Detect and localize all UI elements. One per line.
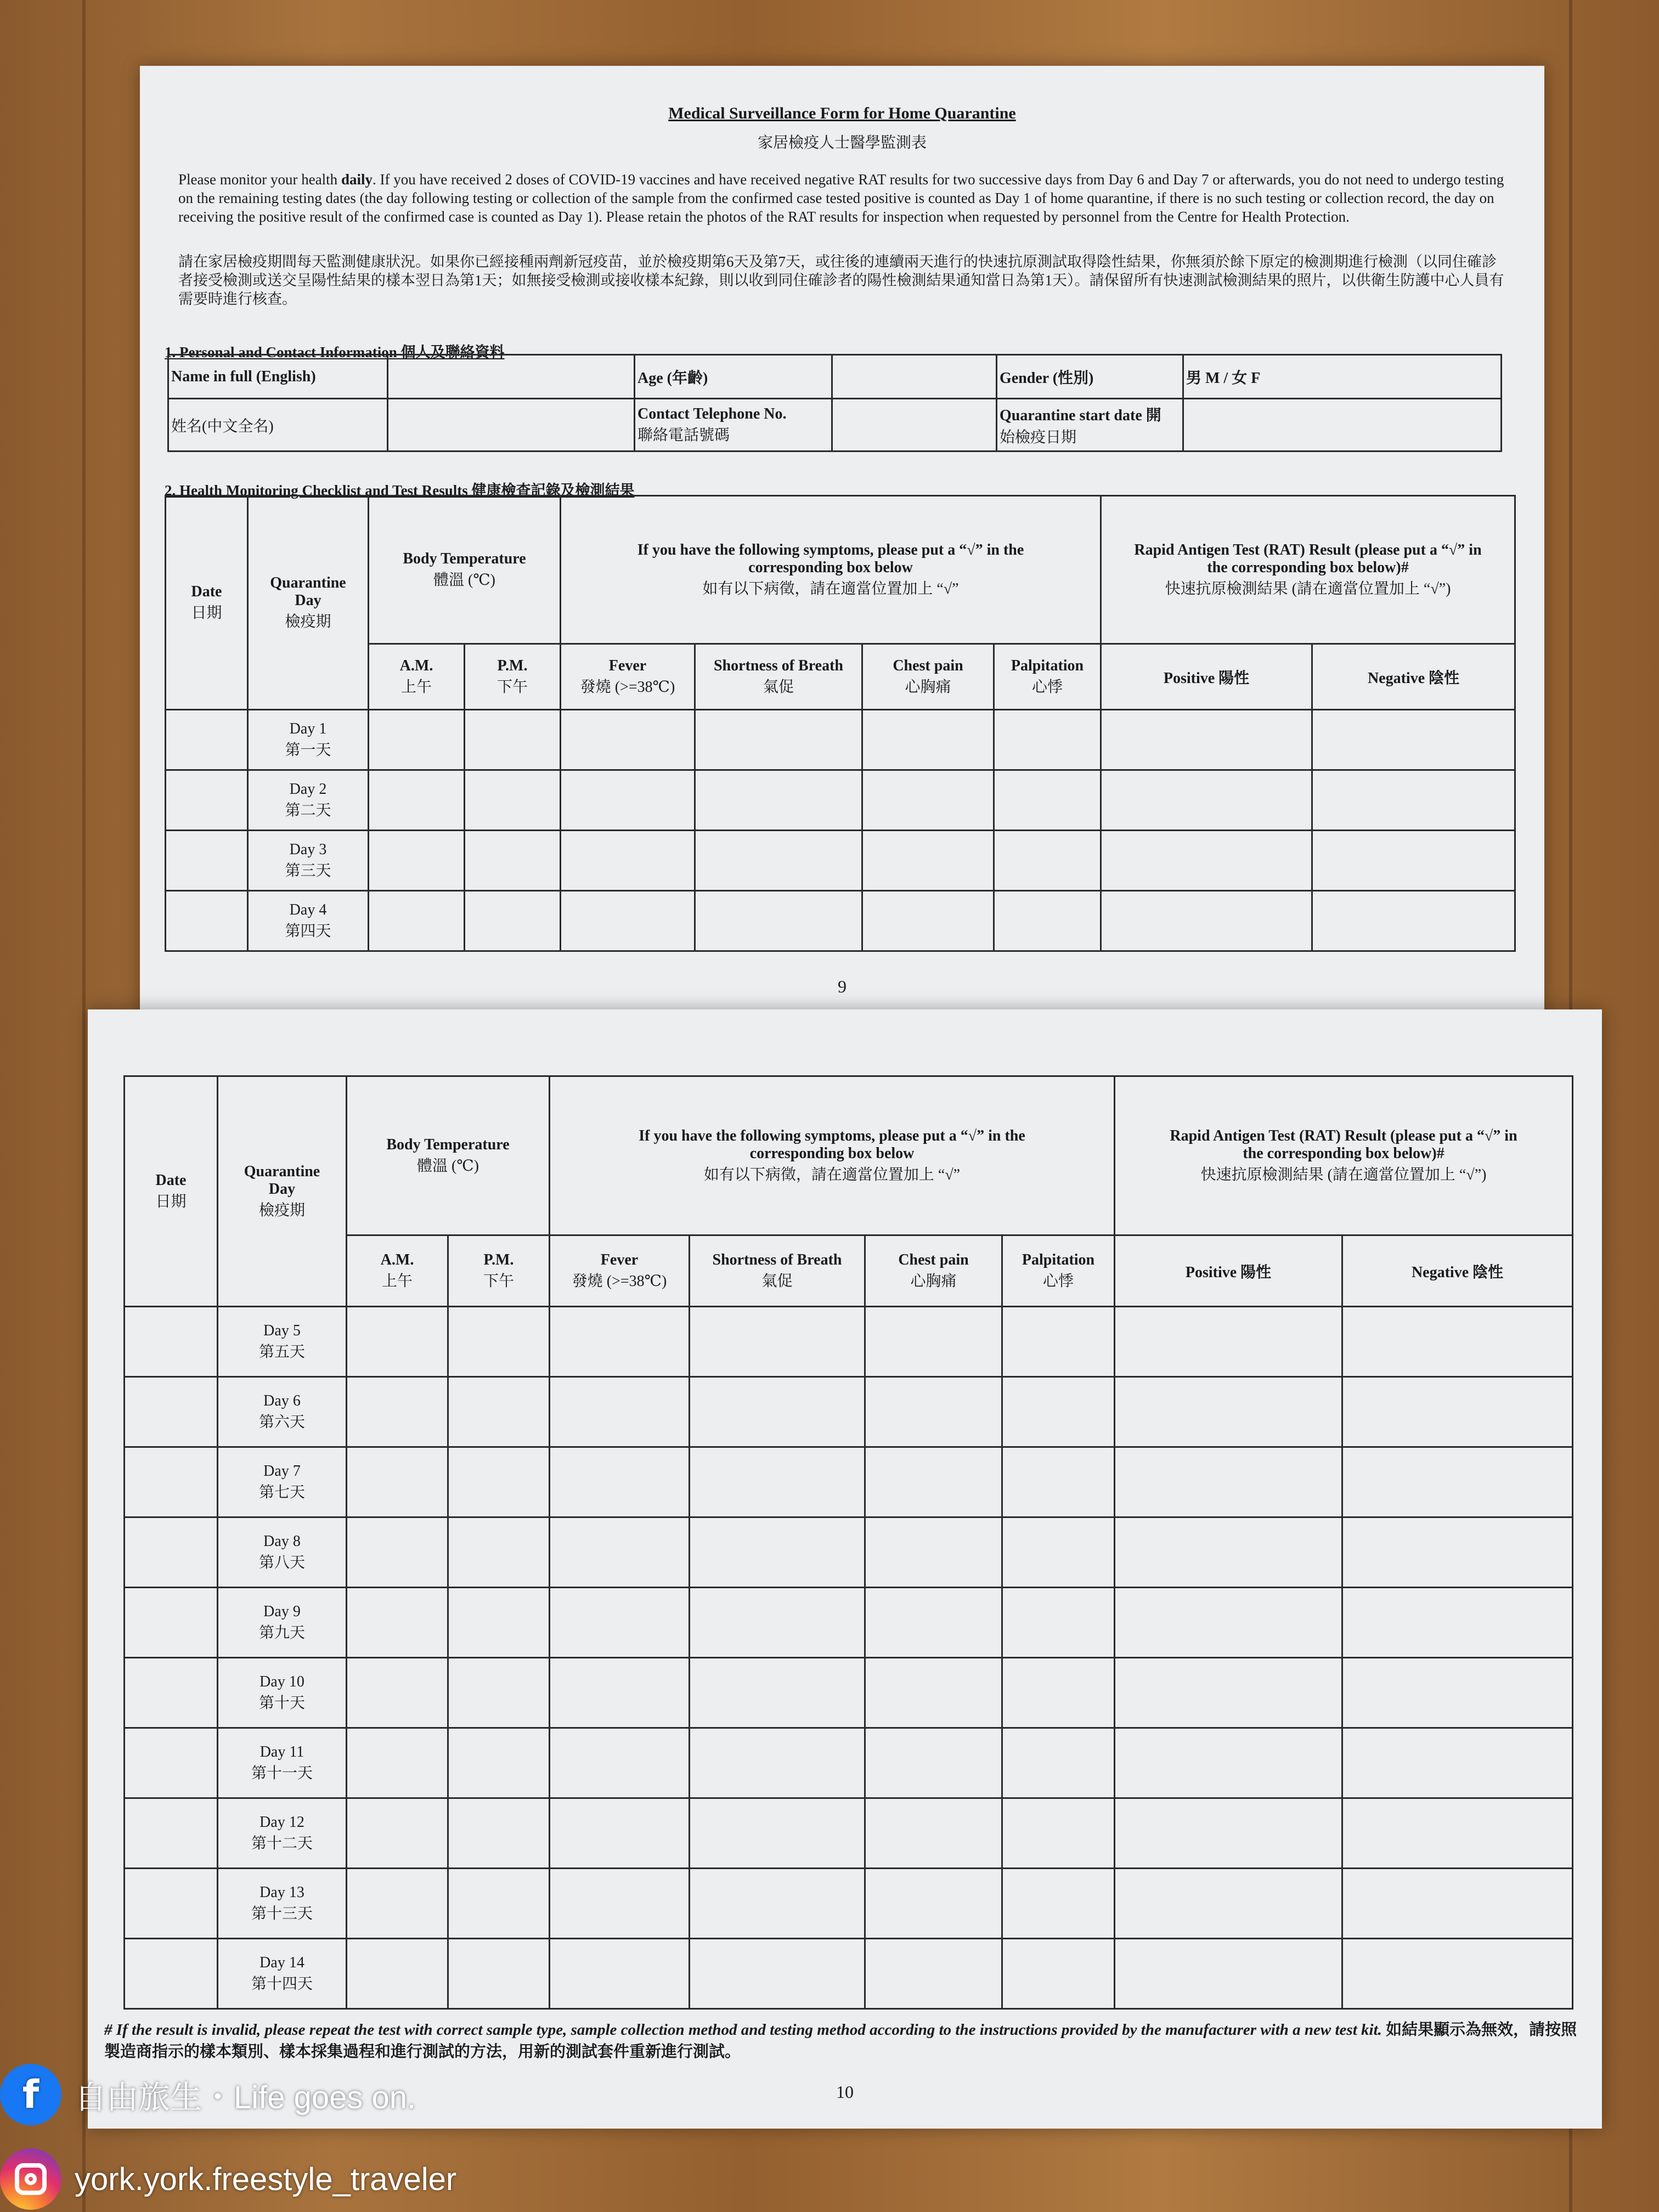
cell-palpitation[interactable]	[994, 710, 1101, 770]
header-chest-pain: Chest pain 心胸痛	[862, 644, 994, 710]
cell-fever[interactable]	[550, 1728, 690, 1798]
cell-chest[interactable]	[865, 1588, 1002, 1658]
cell-chest[interactable]	[862, 710, 994, 770]
header-pm: P.M. 下午	[448, 1235, 550, 1307]
cell-pm[interactable]	[465, 891, 561, 951]
instagram-icon	[0, 2148, 61, 2210]
header-chest-pain: Chest pain 心胸痛	[865, 1235, 1002, 1307]
table-row	[166, 831, 1515, 891]
header-negative: Negative 陰性	[1342, 1235, 1573, 1307]
cell-positive[interactable]	[1115, 1728, 1342, 1798]
table-row	[125, 1939, 1573, 2009]
cell-negative[interactable]	[1342, 1447, 1573, 1517]
cell-breath[interactable]	[690, 1658, 865, 1728]
header-shortness-of-breath: Shortness of Breath 氣促	[695, 644, 862, 710]
header-positive: Positive 陽性	[1115, 1235, 1342, 1307]
quarantine-day-label: Day 5 第五天	[218, 1307, 347, 1377]
table-row	[166, 770, 1515, 831]
field-name-en[interactable]	[388, 355, 635, 399]
cell-am[interactable]	[347, 1517, 448, 1588]
cell-positive[interactable]	[1115, 1307, 1342, 1377]
header-body-temperature: Body Temperature 體溫 (℃)	[347, 1076, 550, 1235]
cell-date[interactable]	[125, 1939, 218, 2009]
cell-date[interactable]	[166, 831, 248, 891]
cell-positive[interactable]	[1115, 1517, 1342, 1588]
cell-palpitation[interactable]	[1002, 1939, 1115, 2009]
cell-pm[interactable]	[448, 1307, 550, 1377]
cell-fever[interactable]	[550, 1658, 690, 1728]
header-palpitation: Palpitation 心悸	[1002, 1235, 1115, 1307]
cell-negative[interactable]	[1342, 1588, 1573, 1658]
header-body-temperature: Body Temperature 體溫 (℃)	[369, 496, 561, 644]
cell-breath[interactable]	[690, 1377, 865, 1447]
cell-am[interactable]	[347, 1798, 448, 1869]
table-row	[125, 1728, 1573, 1798]
cell-date[interactable]	[125, 1447, 218, 1517]
cell-fever[interactable]	[550, 1869, 690, 1939]
cell-breath[interactable]	[695, 831, 862, 891]
cell-am[interactable]	[369, 770, 465, 831]
quarantine-day-label: Day 3 第三天	[248, 831, 369, 891]
label-gender: Gender (性別)	[997, 355, 1183, 399]
form-page-9	[140, 66, 1544, 1031]
quarantine-day-label: Day 2 第二天	[248, 770, 369, 831]
header-am: A.M. 上午	[369, 644, 465, 710]
cell-date[interactable]	[125, 1588, 218, 1658]
cell-positive[interactable]	[1115, 1588, 1342, 1658]
header-fever: Fever 發燒 (>=38℃)	[550, 1235, 690, 1307]
header-palpitation: Palpitation 心悸	[994, 644, 1101, 710]
cell-breath[interactable]	[695, 770, 862, 831]
cell-fever[interactable]	[561, 831, 695, 891]
cell-date[interactable]	[125, 1728, 218, 1798]
cell-positive[interactable]	[1115, 1939, 1342, 2009]
cell-fever[interactable]	[561, 710, 695, 770]
cell-positive[interactable]	[1101, 831, 1312, 891]
header-symptoms: If you have the following symptoms, please put a “√” in the corresponding box below 如有以下病徵，請在適當位置加上 “√”	[550, 1076, 1115, 1235]
cell-am[interactable]	[369, 831, 465, 891]
wood-seam	[82, 0, 86, 2212]
cell-chest[interactable]	[865, 1447, 1002, 1517]
quarantine-day-label: Day 10 第十天	[218, 1658, 347, 1728]
cell-date[interactable]	[166, 710, 248, 770]
quarantine-day-label: Day 13 第十三天	[218, 1869, 347, 1939]
cell-positive[interactable]	[1115, 1447, 1342, 1517]
cell-positive[interactable]	[1101, 891, 1312, 951]
cell-date[interactable]	[125, 1658, 218, 1728]
instagram-watermark-text: york.york.freestyle_traveler	[75, 2161, 457, 2197]
cell-pm[interactable]	[448, 1517, 550, 1588]
table-row	[125, 1517, 1573, 1588]
header-negative: Negative 陰性	[1312, 644, 1515, 710]
cell-negative[interactable]	[1342, 1939, 1573, 2009]
cell-palpitation[interactable]	[994, 770, 1101, 831]
cell-positive[interactable]	[1115, 1658, 1342, 1728]
header-pm: P.M. 下午	[465, 644, 561, 710]
quarantine-day-label: Day 12 第十二天	[218, 1798, 347, 1869]
cell-fever[interactable]	[550, 1517, 690, 1588]
cell-date[interactable]	[125, 1798, 218, 1869]
cell-am[interactable]	[347, 1658, 448, 1728]
cell-negative[interactable]	[1312, 891, 1515, 951]
header-quarantine-day: Quarantine Day 檢疫期	[218, 1076, 347, 1307]
cell-breath[interactable]	[690, 1939, 865, 2009]
cell-fever[interactable]	[550, 1307, 690, 1377]
cell-breath[interactable]	[690, 1588, 865, 1658]
field-age[interactable]	[832, 355, 997, 399]
cell-chest[interactable]	[865, 1517, 1002, 1588]
form-title: Medical Surveillance Form for Home Quarantine	[668, 104, 1016, 122]
cell-negative[interactable]	[1342, 1307, 1573, 1377]
cell-palpitation[interactable]	[1002, 1307, 1115, 1377]
cell-palpitation[interactable]	[1002, 1658, 1115, 1728]
field-gender[interactable]: 男 M / 女 F	[1183, 355, 1502, 399]
cell-date[interactable]	[166, 891, 248, 951]
table-row	[125, 1588, 1573, 1658]
cell-breath[interactable]	[690, 1517, 865, 1588]
cell-palpitation[interactable]	[1002, 1377, 1115, 1447]
cell-am[interactable]	[347, 1377, 448, 1447]
cell-pm[interactable]	[465, 831, 561, 891]
table-row	[125, 1869, 1573, 1939]
intro-english: Please monitor your health daily. If you have received 2 doses of COVID-19 vaccines and have received negative RAT results for two successive days from Day 6 and Day 7 or afterwards, you do not need to undergo testing on the remaining testing dates (the day following testing or collection of the sample from the confirmed case tested positive is counted as Day 1 of home quarantine, if there is no such testing or collection record, the day on receiving the positive result of the confirmed case is counted as Day 1). Please retain the photos of the RAT results for inspection when requested by personnel from the Centre for Health Protection.	[178, 171, 1504, 225]
table-row	[125, 1377, 1573, 1447]
cell-palpitation[interactable]	[1002, 1728, 1115, 1798]
table-row	[166, 710, 1515, 770]
header-rat-result: Rapid Antigen Test (RAT) Result (please put a “√” in the corresponding box below)# 快速抗原檢測結果 (請在適當位置加上 “√”)	[1101, 496, 1515, 644]
cell-fever[interactable]	[550, 1588, 690, 1658]
cell-negative[interactable]	[1342, 1517, 1573, 1588]
cell-palpitation[interactable]	[1002, 1588, 1115, 1658]
cell-positive[interactable]	[1115, 1798, 1342, 1869]
cell-pm[interactable]	[448, 1939, 550, 2009]
cell-chest[interactable]	[862, 831, 994, 891]
monitoring-table-days-1-4	[165, 495, 1516, 952]
cell-fever[interactable]	[550, 1447, 690, 1517]
cell-palpitation[interactable]	[1002, 1447, 1115, 1517]
cell-positive[interactable]	[1101, 770, 1312, 831]
form-subtitle: 家居檢疫人士醫學監測表	[757, 134, 927, 151]
cell-chest[interactable]	[865, 1869, 1002, 1939]
label-age: Age (年齡)	[635, 355, 832, 399]
cell-palpitation[interactable]	[1002, 1517, 1115, 1588]
quarantine-day-label: Day 8 第八天	[218, 1517, 347, 1588]
cell-breath[interactable]	[695, 891, 862, 951]
cell-fever[interactable]	[561, 891, 695, 951]
cell-pm[interactable]	[448, 1588, 550, 1658]
cell-am[interactable]	[347, 1728, 448, 1798]
cell-fever[interactable]	[550, 1798, 690, 1869]
page-number: 9	[838, 977, 847, 996]
cell-palpitation[interactable]	[1002, 1798, 1115, 1869]
cell-chest[interactable]	[865, 1377, 1002, 1447]
cell-chest[interactable]	[865, 1939, 1002, 2009]
cell-negative[interactable]	[1342, 1798, 1573, 1869]
monitoring-table-days-5-14	[123, 1075, 1573, 2010]
facebook-watermark	[0, 2064, 416, 2125]
header-symptoms: If you have the following symptoms, please put a “√” in the corresponding box below 如有以下病徵，請在適當位置加上 “√”	[561, 496, 1101, 644]
cell-fever[interactable]	[561, 770, 695, 831]
cell-negative[interactable]	[1342, 1728, 1573, 1798]
cell-chest[interactable]	[862, 770, 994, 831]
cell-positive[interactable]	[1115, 1377, 1342, 1447]
cell-pm[interactable]	[465, 770, 561, 831]
cell-negative[interactable]	[1312, 831, 1515, 891]
header-row-top	[125, 1076, 1573, 1235]
cell-chest[interactable]	[862, 891, 994, 951]
section-personal-info: 1. Personal and Contact Information 個人及聯絡資料	[165, 344, 505, 360]
cell-negative[interactable]	[1342, 1377, 1573, 1447]
cell-date[interactable]	[166, 770, 248, 831]
cell-chest[interactable]	[865, 1658, 1002, 1728]
quarantine-day-label: Day 11 第十一天	[218, 1728, 347, 1798]
cell-breath[interactable]	[690, 1728, 865, 1798]
cell-am[interactable]	[369, 710, 465, 770]
cell-pm[interactable]	[448, 1869, 550, 1939]
cell-pm[interactable]	[465, 710, 561, 770]
facebook-watermark-text: 自由旅生・Life goes on.	[75, 2080, 416, 2115]
quarantine-day-label: Day 4 第四天	[248, 891, 369, 951]
cell-am[interactable]	[347, 1447, 448, 1517]
label-name-zh: 姓名(中文全名)	[168, 399, 388, 452]
cell-palpitation[interactable]	[994, 831, 1101, 891]
section-health-monitoring: 2. Health Monitoring Checklist and Test Results 健康檢查記錄及檢測結果	[165, 482, 635, 499]
header-row-top	[166, 496, 1515, 644]
header-date: Date 日期	[125, 1076, 218, 1307]
page-number: 10	[836, 2082, 854, 2102]
cell-am[interactable]	[347, 1588, 448, 1658]
cell-am[interactable]	[347, 1939, 448, 2009]
personal-info-table	[167, 354, 1502, 452]
cell-date[interactable]	[125, 1517, 218, 1588]
table-row	[125, 1307, 1573, 1377]
quarantine-day-label: Day 6 第六天	[218, 1377, 347, 1447]
table-row	[166, 891, 1515, 951]
cell-date[interactable]	[125, 1307, 218, 1377]
cell-breath[interactable]	[690, 1798, 865, 1869]
quarantine-day-label: Day 1 第一天	[248, 710, 369, 770]
table-row	[125, 1658, 1573, 1728]
header-fever: Fever 發燒 (>=38℃)	[561, 644, 695, 710]
label-phone: Contact Telephone No. 聯絡電話號碼	[635, 399, 832, 452]
cell-breath[interactable]	[690, 1447, 865, 1517]
cell-pm[interactable]	[448, 1728, 550, 1798]
field-phone[interactable]	[832, 399, 997, 452]
cell-date[interactable]	[125, 1377, 218, 1447]
header-date: Date 日期	[166, 496, 248, 710]
cell-am[interactable]	[347, 1869, 448, 1939]
quarantine-day-label: Day 7 第七天	[218, 1447, 347, 1517]
label-name-en: Name in full (English)	[168, 355, 388, 399]
facebook-icon: f	[0, 2064, 61, 2125]
header-positive: Positive 陽性	[1101, 644, 1312, 710]
cell-fever[interactable]	[550, 1377, 690, 1447]
header-shortness-of-breath: Shortness of Breath 氣促	[690, 1235, 865, 1307]
field-name-zh[interactable]	[388, 399, 635, 452]
cell-positive[interactable]	[1115, 1869, 1342, 1939]
footnote: # If the result is invalid, please repeat the test with correct sample type, sample collection method and testing method according to the instructions provided by the manufacturer with a new test kit. 如結果顯示為無效，請按照製造商指示的樣本類別、樣本採集過程和進行測試的方法，用新的測試套件重新進行測試。	[104, 2021, 1577, 2061]
cell-pm[interactable]	[448, 1377, 550, 1447]
cell-chest[interactable]	[865, 1307, 1002, 1377]
header-quarantine-day: Quarantine Day 檢疫期	[248, 496, 369, 710]
cell-date[interactable]	[125, 1869, 218, 1939]
instagram-watermark	[0, 2148, 456, 2210]
field-quarantine-start[interactable]	[1183, 399, 1502, 452]
cell-am[interactable]	[347, 1307, 448, 1377]
cell-breath[interactable]	[690, 1869, 865, 1939]
cell-pm[interactable]	[448, 1658, 550, 1728]
cell-chest[interactable]	[865, 1798, 1002, 1869]
header-am: A.M. 上午	[347, 1235, 448, 1307]
cell-fever[interactable]	[550, 1939, 690, 2009]
cell-negative[interactable]	[1312, 710, 1515, 770]
cell-pm[interactable]	[448, 1798, 550, 1869]
cell-palpitation[interactable]	[994, 891, 1101, 951]
header-rat-result: Rapid Antigen Test (RAT) Result (please put a “√” in the corresponding box below)# 快速抗原檢測結果 (請在適當位置加上 “√”)	[1115, 1076, 1573, 1235]
form-page-10	[88, 1009, 1602, 2129]
cell-pm[interactable]	[448, 1447, 550, 1517]
cell-negative[interactable]	[1312, 770, 1515, 831]
cell-chest[interactable]	[865, 1728, 1002, 1798]
intro-chinese: 請在家居檢疫期間每天監測健康狀況。如果你已經接種兩劑新冠疫苗，並於檢疫期第6天及第7天，或往後的連續兩天進行的快速抗原測試取得陰性結果，你無須於餘下原定的檢測期進行檢測（以同住確診者接受檢測或送交呈陽性結果的樣本翌日為第1天；如無接受檢測或接收樣本紀錄，則以收到同住確診者的陽性檢測結果通知當日為第1天）。請保留所有快速測試檢測結果的照片，以供衛生防護中心人員有需要時進行核查。	[178, 253, 1504, 307]
cell-negative[interactable]	[1342, 1658, 1573, 1728]
table-row	[125, 1447, 1573, 1517]
cell-palpitation[interactable]	[1002, 1869, 1115, 1939]
cell-negative[interactable]	[1342, 1869, 1573, 1939]
label-quarantine-start: Quarantine start date 開 始檢疫日期	[997, 399, 1183, 452]
cell-breath[interactable]	[690, 1307, 865, 1377]
cell-breath[interactable]	[695, 710, 862, 770]
cell-am[interactable]	[369, 891, 465, 951]
table-row	[125, 1798, 1573, 1869]
cell-positive[interactable]	[1101, 710, 1312, 770]
quarantine-day-label: Day 14 第十四天	[218, 1939, 347, 2009]
quarantine-day-label: Day 9 第九天	[218, 1588, 347, 1658]
